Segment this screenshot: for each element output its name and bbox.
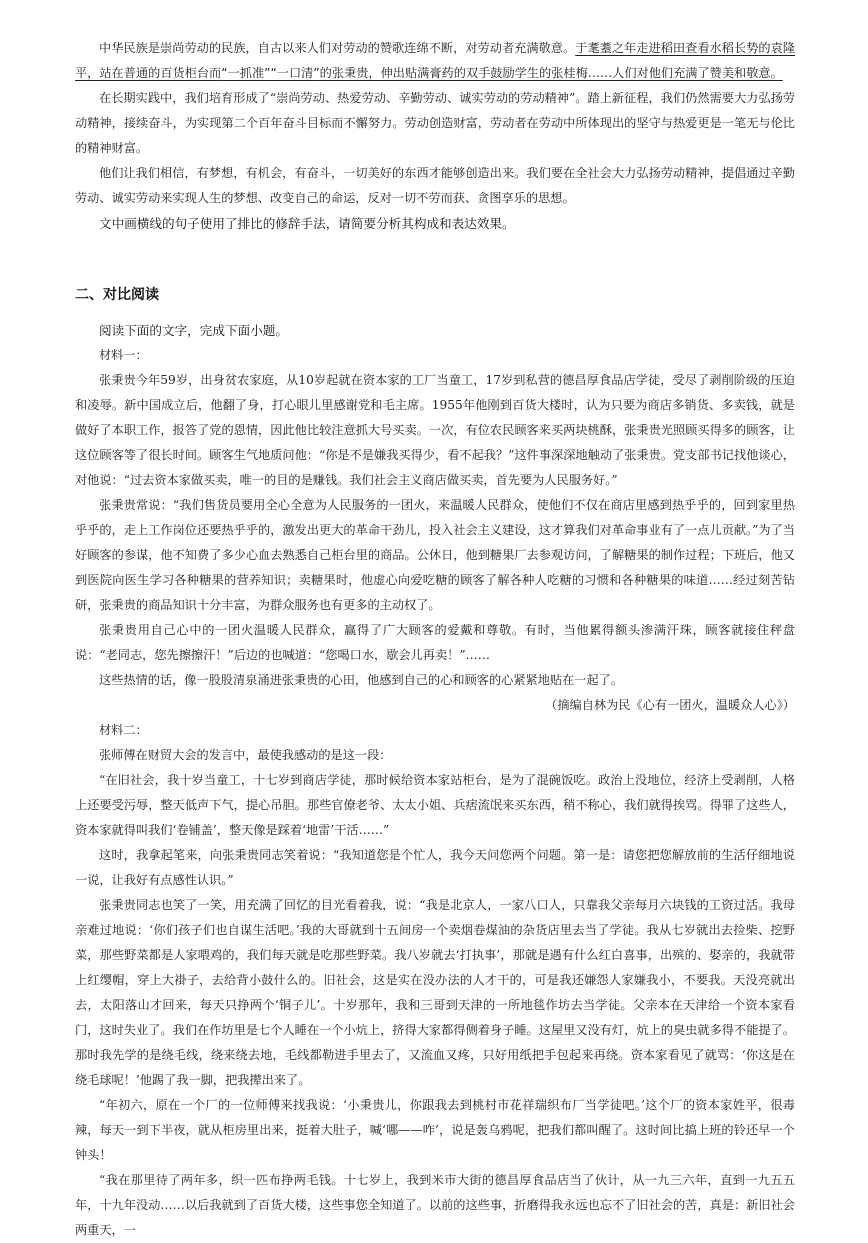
- material-one-paragraph-3: 张秉贵用自己心中的一团火温暖人民群众，赢得了广大顾客的爱戴和尊敬。有时，当他累得额头渗满汗珠，顾客就接住秤盘说：“老同志，您先擦擦汗！”后边的也喊道：“您喝口水，歇会儿再卖！”……: [75, 623, 795, 662]
- passage-paragraph-2: 在长期实践中，我们培育形成了“崇尚劳动、热爱劳动、辛勤劳动、诚实劳动的劳动精神”。踏上新征程，我们仍然需要大力弘扬劳动精神，接续奋斗，为实现第二个百年奋斗目标而不懈努力。劳动创造财富，劳动者在劳动中所体现出的坚守与热爱更是一笔无与伦比的精神财富。: [75, 91, 795, 155]
- passage-one: [75, 36, 795, 236]
- material-one-source: （摘编自林为民《心有一团火，温暖众人心》）: [545, 698, 795, 712]
- underlined-quote: “一抓准”“一口清”: [221, 66, 320, 80]
- passage-paragraph-1: [75, 36, 795, 86]
- comparison-reading: [75, 318, 795, 1243]
- material-two-paragraph-6: “我在那里待了两年多，织一匹布挣两毛钱。十七岁上，我到米市大街的德昌厚食品店当了伙计，从一九三六年，直到一九五五年，十九年没动……以后我就到了百货大楼，这些事您全知道了。以前的这些事，折磨得我永远也忘不了旧社会的苦，真是：新旧社会两重天，一: [75, 1173, 795, 1237]
- section-heading: 二、对比阅读: [75, 287, 159, 303]
- material-one-paragraph-4: 这些热情的话，像一股股清泉涌进张秉贵的心田，他感到自己的心和顾客的心紧紧地贴在一起了。: [99, 673, 624, 687]
- material-two-paragraph-5: “年初六，原在一个厂的一位师傅来找我说：‘小秉贵儿，你跟我去到桃村市花祥瑞织布厂当学徒吧。’这个厂的资本家姓平，很毒辣，每天一到下半夜，就从柜房里出来，挺着大肚子，喊‘哪——咋’，说是轰乌鸦呢，把我们都叫醒了。这时间比搞上班的铃还早一个钟头！: [75, 1098, 795, 1162]
- material-two-paragraph-1: 张师傅在财贸大会的发言中，最使我感动的是这一段：: [99, 748, 392, 762]
- passage-paragraph-3: 他们让我们相信，有梦想，有机会，有奋斗，一切美好的东西才能够创造出来。我们要在全社会大力弘扬劳动精神，提倡通过辛勤劳动、诚实劳动来实现人生的梦想、改变自己的命运，反对一切不劳而获、贪图享乐的思想。: [75, 166, 795, 205]
- material-one-paragraph-1: 张秉贵今年59岁，出身贫农家庭，从10岁起就在资本家的工厂当童工，17岁到私营的德昌厚食品店学徒，受尽了剥削阶级的压迫和凌辱。新中国成立后，他翻了身，打心眼儿里感谢党和毛主席。1955年他刚到百货大楼时，认为只要为商店多销货、多卖钱，就是做好了本职工作，报答了党的恩情，因此他比较注意抓大号买卖。一次，有位农民顾客来买两块桃酥，张秉贵光照顾买得多的顾客，让这位顾客等了很长时间。顾客生气地质问他：“你是不是嫌我买得少，看不起我？”这件事深深地触动了张秉贵。党支部书记找他谈心，对他说：“过去资本家做买卖，唯一的目的是赚钱。我们社会主义商店做买卖，首先要为人民服务好。”: [75, 373, 795, 487]
- underlined-sentence-end: 的张秉贵，伸出贴满膏药的双手鼓励学生的张桂梅……人们对他们充满了赞美和敬意。: [319, 66, 783, 80]
- instruction-text: 阅读下面的文字，完成下面小题。: [99, 323, 288, 338]
- material-two-paragraph-3: 这时，我拿起笔来，向张秉贵同志笑着说：“我知道您是个忙人，我今天问您两个问题。第一是：请您把您解放前的生活仔细地说一说，让我好有点感性认识。”: [75, 848, 795, 887]
- material-two-label: 材料二：: [99, 723, 148, 737]
- underlined-sentence: 于耄耋之年走进稻田查看水稻长势的袁隆平，站在普通的百货柜台而: [75, 41, 796, 80]
- paragraph-text: 中华民族是崇尚劳动的民族，自古以来人们对劳动的赞歌连绵不断，对劳动者充满敬意。: [99, 41, 576, 55]
- material-one-paragraph-2: 张秉贵常说：“我们售货员要用全心全意为人民服务的一团火，来温暖人民群众，使他们不仅在商店里感到热乎乎的，回到家里热乎乎的，走上工作岗位还要热乎乎的，激发出更大的革命干劲儿，投入社会主义建设，这才算我们对革命事业有了一点儿贡献。”为了当好顾客的参谋，他不知费了多少心血去熟悉自己柜台里的商品。公休日，他到糖果厂去参观访问，了解糖果的制作过程；下班后，他又到医院向医生学习各种糖果的营养知识；卖糖果时，他虚心向爱吃糖的顾客了解各种人吃糖的习惯和各种糖果的味道……经过刻苦钻研，张秉贵的商品知识十分丰富，为群众服务也有更多的主动权了。: [75, 498, 795, 612]
- question-prompt: 文中画横线的句子使用了排比的修辞手法，请简要分析其构成和表达效果。: [99, 216, 515, 231]
- material-two-paragraph-4: 张秉贵同志也笑了一笑，用充满了回忆的目光看着我，说：“我是北京人，一家八口人，只靠我父亲每月六块钱的工资过活。我母亲难过地说：‘你们孩子们也自谋生活吧。’我的大哥就到十五间房一个卖烟卷煤油的杂货店里去当了学徒。我从七岁就出去捡柴、挖野菜，那些野菜都是人家喂鸡的，我们每天就是吃那些野菜。我八岁就去‘打执事’，那就是遇有什么红白喜事，出殡的、娶亲的，我就带上红缨帽，穿上大褂子，去给背小鼓什么的。旧社会，这是实在没办法的人才干的，可是我还嫌怨人家嫌我小，不要我。天没亮就出去，太阳落山才回来，每天只挣两个‘铜子儿’。十岁那年，我和三哥到天津的一所地毯作坊去当学徒。父亲本在天津给一个资本家看门，这时失业了。我们在作坊里是七个人睡在一个小炕上，挤得大家都得侧着身子睡。这屋里又没有灯，炕上的臭虫就多得不能提了。那时我先学的是绕毛线，绕来绕去地，毛线都勒进手里去了，又流血又疼，只好用纸把手包起来再绕。资本家看见了就骂：‘你这是在绕毛球呢！’他踢了我一脚，把我撵出来了。: [75, 898, 795, 1087]
- material-two-paragraph-2: “在旧社会，我十岁当童工，十七岁到商店学徒，那时候给资本家站柜台，是为了混碗饭吃。政治上没地位，经济上受剥削，人格上还要受污辱，整天低声下气，提心吊胆。那些官僚老爷、太太小姐、兵痞流氓来买东西，稍不称心，我们就得挨骂。得罪了这些人，资本家就得叫我们‘卷铺盖’，整天像是踩着‘地雷’干活……”: [75, 773, 795, 837]
- material-one-label: 材料一：: [99, 348, 148, 362]
